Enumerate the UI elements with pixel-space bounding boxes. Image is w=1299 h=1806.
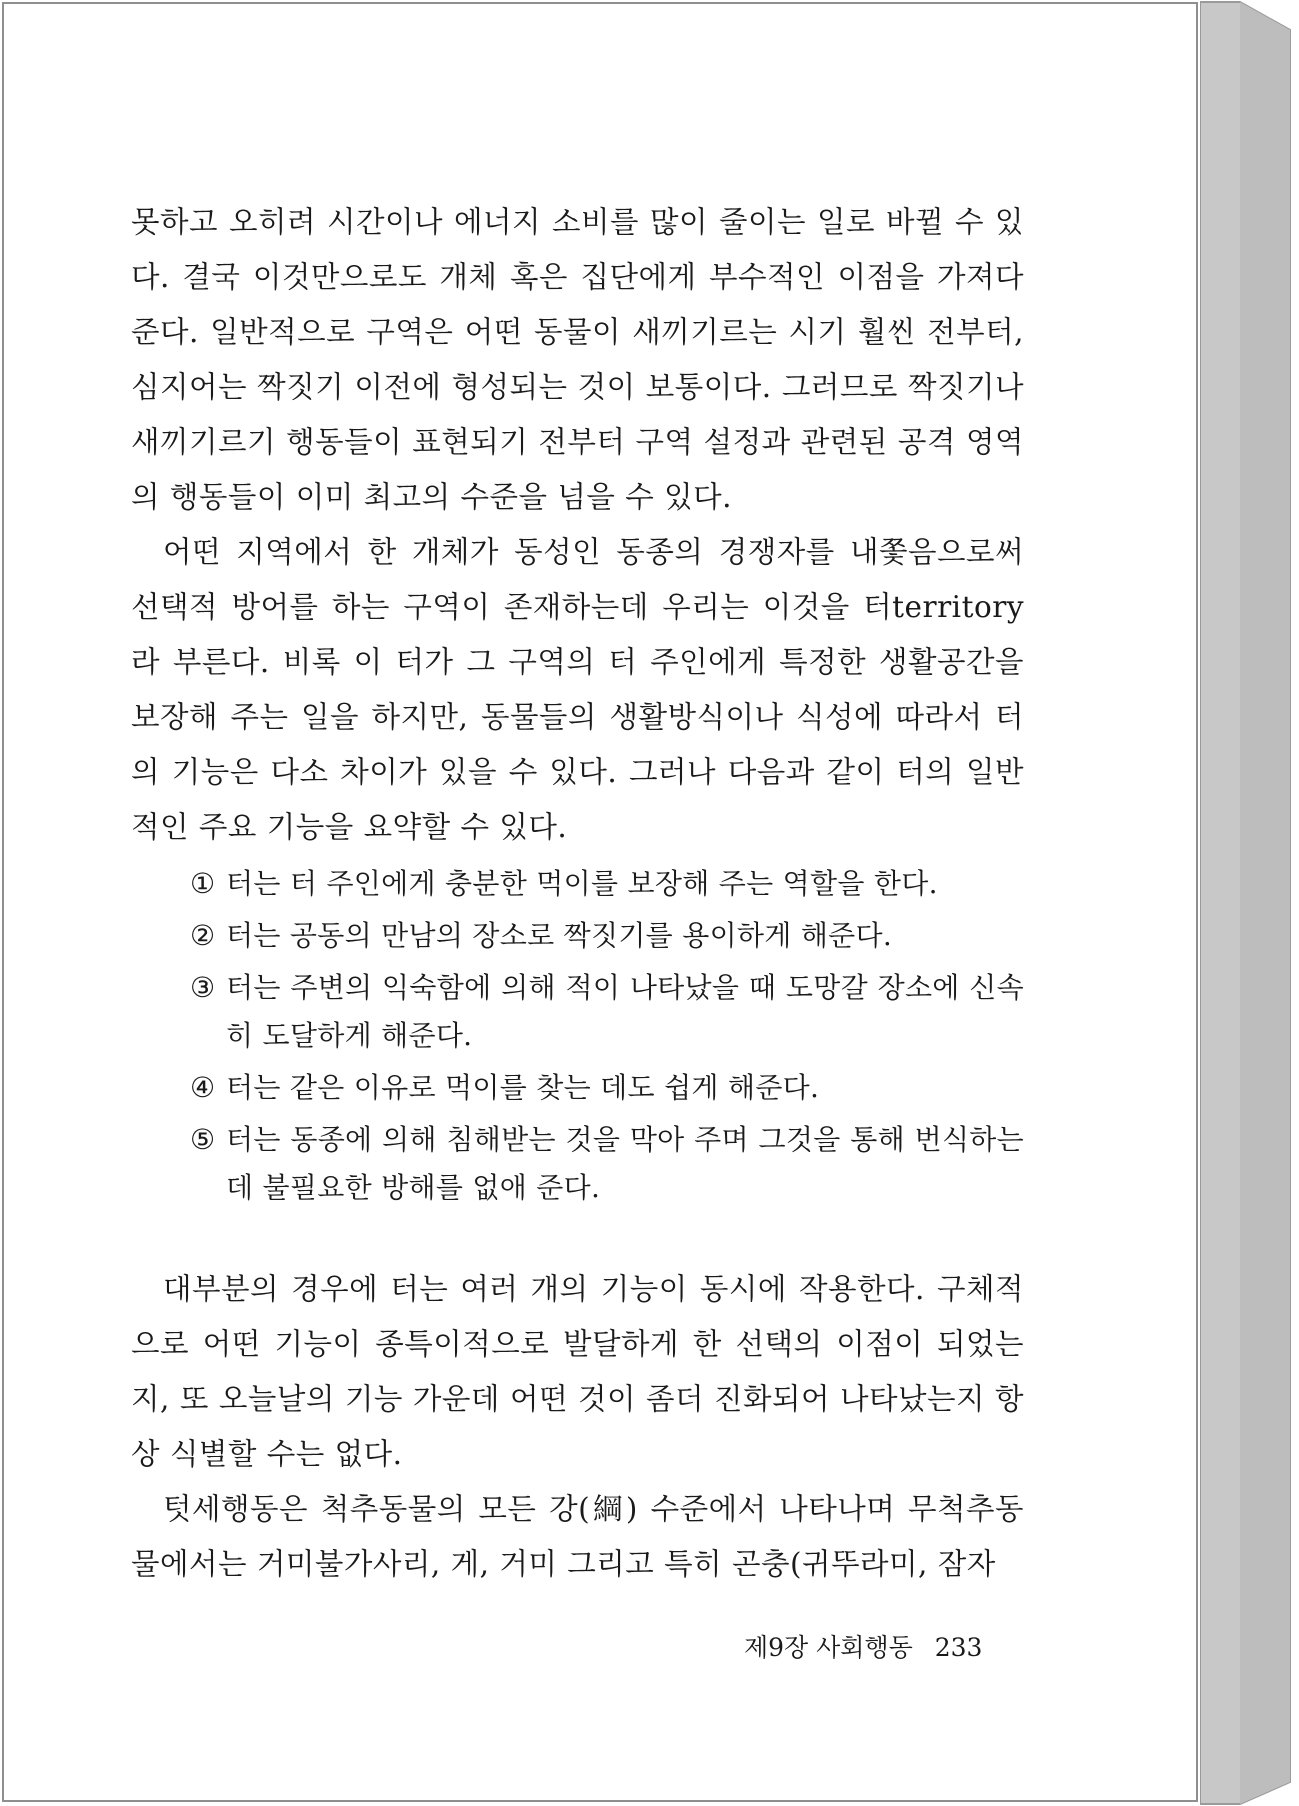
page-footer (744, 1628, 1034, 1664)
paragraph: 못하고 오히려 시간이나 에너지 소비를 많이 줄이는 일로 바뀔 수 있다. 결국 이것만으로도 개체 혹은 집단에게 부수적인 이점을 가져다 준다. 일반적으로 구역은 어떤 동물이 새끼기르는 시기 훨씬 전부터, 심지어는 짝짓기 이전에 형성되는 것이 보통이다. 그러므로 짝짓기나 새끼기르기 행동들이 표현되기 전부터 구역 설정과 관련된 공격 영역의 행동들이 이미 최고의 수준을 넘을 수 있다. (131, 205, 1024, 514)
list-text: 터는 같은 이유로 먹이를 찾는 데도 쉽게 해준다. (226, 1071, 820, 1104)
list-item (190, 860, 1024, 908)
list-number: ② (190, 919, 216, 952)
list-text: 터는 동종에 의해 침해받는 것을 막아 주며 그것을 통해 번식하는 데 불필요한 방해를 없애 준다. (226, 1123, 1024, 1204)
list-item (190, 1116, 1024, 1212)
paragraph: 텃세행동은 척추동물의 모든 강(綱) 수준에서 나타나며 무척추동물에서는 거미불가사리, 게, 거미 그리고 특히 곤충(귀뚜라미, 잠자 (131, 1492, 1024, 1581)
list-number: ③ (190, 971, 216, 1004)
book-page (2, 2, 1198, 1802)
list-number: ④ (190, 1071, 216, 1104)
list-item (190, 964, 1024, 1060)
paragraph: 대부분의 경우에 터는 여러 개의 기능이 동시에 작용한다. 구체적으로 어떤 기능이 종특이적으로 발달하게 한 선택의 이점이 되었는지, 또 오늘날의 기능 가운데 어떤 것이 좀더 진화되어 나타났는지 항상 식별할 수는 없다. (131, 1272, 1024, 1471)
chapter-title: 제9장 사회행동 (744, 1633, 913, 1662)
list-number: ① (190, 867, 216, 900)
list-text: 터는 터 주인에게 충분한 먹이를 보장해 주는 역할을 한다. (226, 867, 938, 900)
list-number: ⑤ (190, 1123, 216, 1156)
function-list (190, 860, 1024, 1216)
list-text: 터는 공동의 만남의 장소로 짝짓기를 용이하게 해준다. (226, 919, 893, 952)
bottom-text-block (131, 1262, 1024, 1592)
top-text-block (131, 195, 1024, 855)
list-item (190, 912, 1024, 960)
list-item (190, 1064, 1024, 1112)
book-edge (1200, 0, 1299, 1806)
paragraph: 어떤 지역에서 한 개체가 동성인 동종의 경쟁자를 내쫓음으로써 선택적 방어를 하는 구역이 존재하는데 우리는 이것을 터territory라 부른다. 비록 이 터가 그 구역의 터 주인에게 특정한 생활공간을 보장해 주는 일을 하지만, 동물들의 생활방식이나 식성에 따라서 터의 기능은 다소 차이가 있을 수 있다. 그러나 다음과 같이 터의 일반적인 주요 기능을 요약할 수 있다. (131, 535, 1024, 844)
list-text: 터는 주변의 익숙함에 의해 적이 나타났을 때 도망갈 장소에 신속히 도달하게 해준다. (226, 971, 1024, 1052)
page-number: 233 (934, 1633, 983, 1662)
